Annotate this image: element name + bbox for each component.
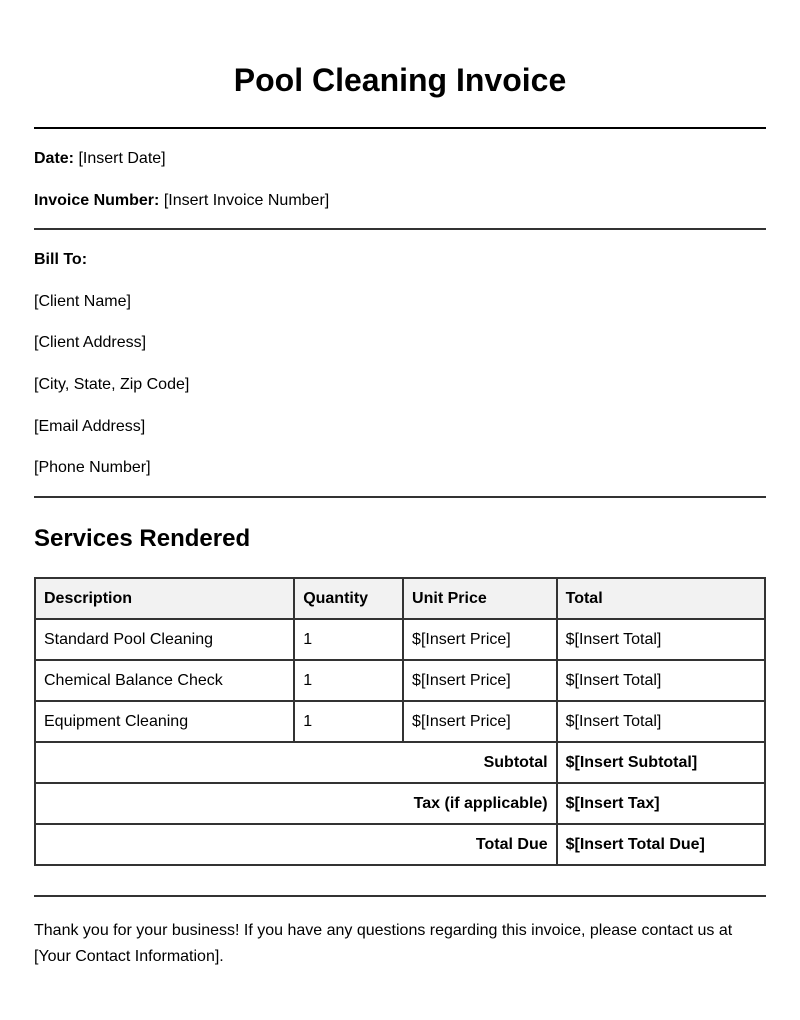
client-name: [Client Name] <box>34 293 131 310</box>
tax-value: $[Insert Tax] <box>557 783 765 824</box>
invoice-number-label: Invoice Number: <box>34 192 160 209</box>
column-header-unit-price: Unit Price <box>403 578 557 619</box>
description-cell: Standard Pool Cleaning <box>35 619 294 660</box>
client-phone: [Phone Number] <box>34 459 151 476</box>
total-due-value: $[Insert Total Due] <box>557 824 765 865</box>
quantity-cell: 1 <box>294 619 403 660</box>
divider <box>34 496 766 498</box>
footer-note: Thank you for your business! If you have any questions regarding this invoice, please contact us at [Your Contact Information]. <box>34 922 733 965</box>
date-label: Date: <box>34 150 75 167</box>
total-due-row <box>35 824 765 865</box>
unit-price-cell: $[Insert Price] <box>403 701 557 742</box>
total-cell: $[Insert Total] <box>557 701 765 742</box>
subtotal-label: Subtotal <box>35 742 557 783</box>
tax-label: Tax (if applicable) <box>35 783 557 824</box>
divider <box>34 127 766 129</box>
quantity-cell: 1 <box>294 660 403 701</box>
table-header-row <box>35 578 765 619</box>
divider <box>34 895 766 897</box>
total-due-label: Total Due <box>35 824 557 865</box>
services-heading: Services Rendered <box>34 525 251 552</box>
client-address: [Client Address] <box>34 334 147 351</box>
total-cell: $[Insert Total] <box>557 619 765 660</box>
table-row <box>35 660 765 701</box>
client-email: [Email Address] <box>34 418 146 435</box>
divider <box>34 228 766 230</box>
column-header-total: Total <box>557 578 765 619</box>
quantity-cell: 1 <box>294 701 403 742</box>
tax-row <box>35 783 765 824</box>
date-value: [Insert Date] <box>78 150 166 167</box>
invoice-number-line <box>34 191 329 211</box>
description-cell: Chemical Balance Check <box>35 660 294 701</box>
client-city-state-zip: [City, State, Zip Code] <box>34 376 190 393</box>
invoice-number-value: [Insert Invoice Number] <box>163 192 330 209</box>
subtotal-row <box>35 742 765 783</box>
services-table <box>34 577 766 866</box>
table-row <box>35 619 765 660</box>
unit-price-cell: $[Insert Price] <box>403 660 557 701</box>
subtotal-value: $[Insert Subtotal] <box>557 742 765 783</box>
unit-price-cell: $[Insert Price] <box>403 619 557 660</box>
bill-to-label: Bill To: <box>34 251 88 268</box>
description-cell: Equipment Cleaning <box>35 701 294 742</box>
page-title: Pool Cleaning Invoice <box>233 62 567 98</box>
column-header-description: Description <box>35 578 294 619</box>
table-row <box>35 701 765 742</box>
column-header-quantity: Quantity <box>294 578 403 619</box>
bill-to-heading <box>34 250 87 270</box>
total-cell: $[Insert Total] <box>557 660 765 701</box>
date-line <box>34 149 166 169</box>
